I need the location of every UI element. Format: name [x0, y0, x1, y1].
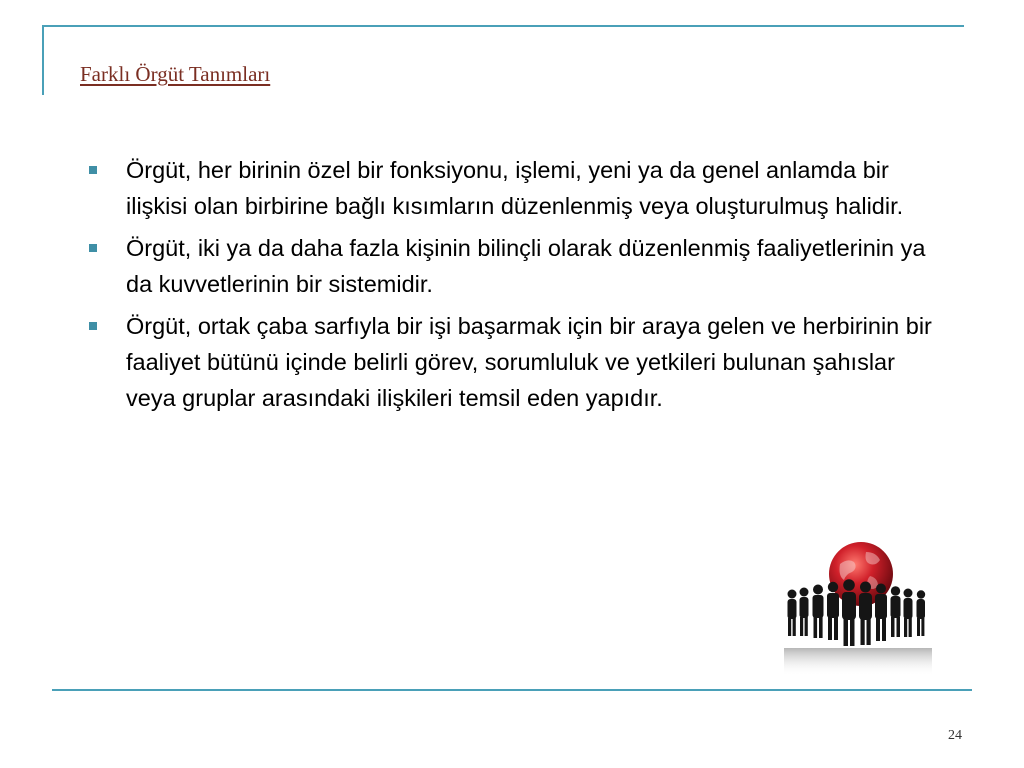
bottom-border-line: [52, 689, 972, 691]
bullet-list: [86, 152, 946, 422]
bullet-text: Örgüt, her birinin özel bir fonksiyonu, işlemi, yeni ya da genel anlamda bir ilişkisi olan birbirine bağlı kısımların düzenlenmiş veya oluşturulmuş halidir.: [126, 157, 904, 219]
bullet-text: Örgüt, iki ya da daha fazla kişinin bilinçli olarak düzenlenmiş faaliyetlerinin ya da kuvvetlerinin bir sistemidir.: [126, 235, 926, 297]
left-border-line: [42, 25, 44, 95]
square-bullet-icon: [89, 244, 97, 252]
square-bullet-icon: [89, 322, 97, 330]
square-bullet-icon: [89, 166, 97, 174]
bullet-item: [86, 152, 946, 224]
bullet-text: Örgüt, ortak çaba sarfıyla bir işi başarmak için bir araya gelen ve herbirinin bir faaliyet bütünü içinde belirli görev, sorumluluk ve yetkileri bulunan şahıslar veya gruplar arasındaki ilişkileri temsil eden yapıdır.: [126, 313, 932, 411]
bullet-item: [86, 308, 946, 416]
top-border-line: [42, 25, 964, 27]
business-people-globe-icon: [778, 538, 938, 678]
bullet-item: [86, 230, 946, 302]
slide-title: Farklı Örgüt Tanımları: [80, 62, 271, 86]
page-number: 24: [948, 728, 962, 743]
